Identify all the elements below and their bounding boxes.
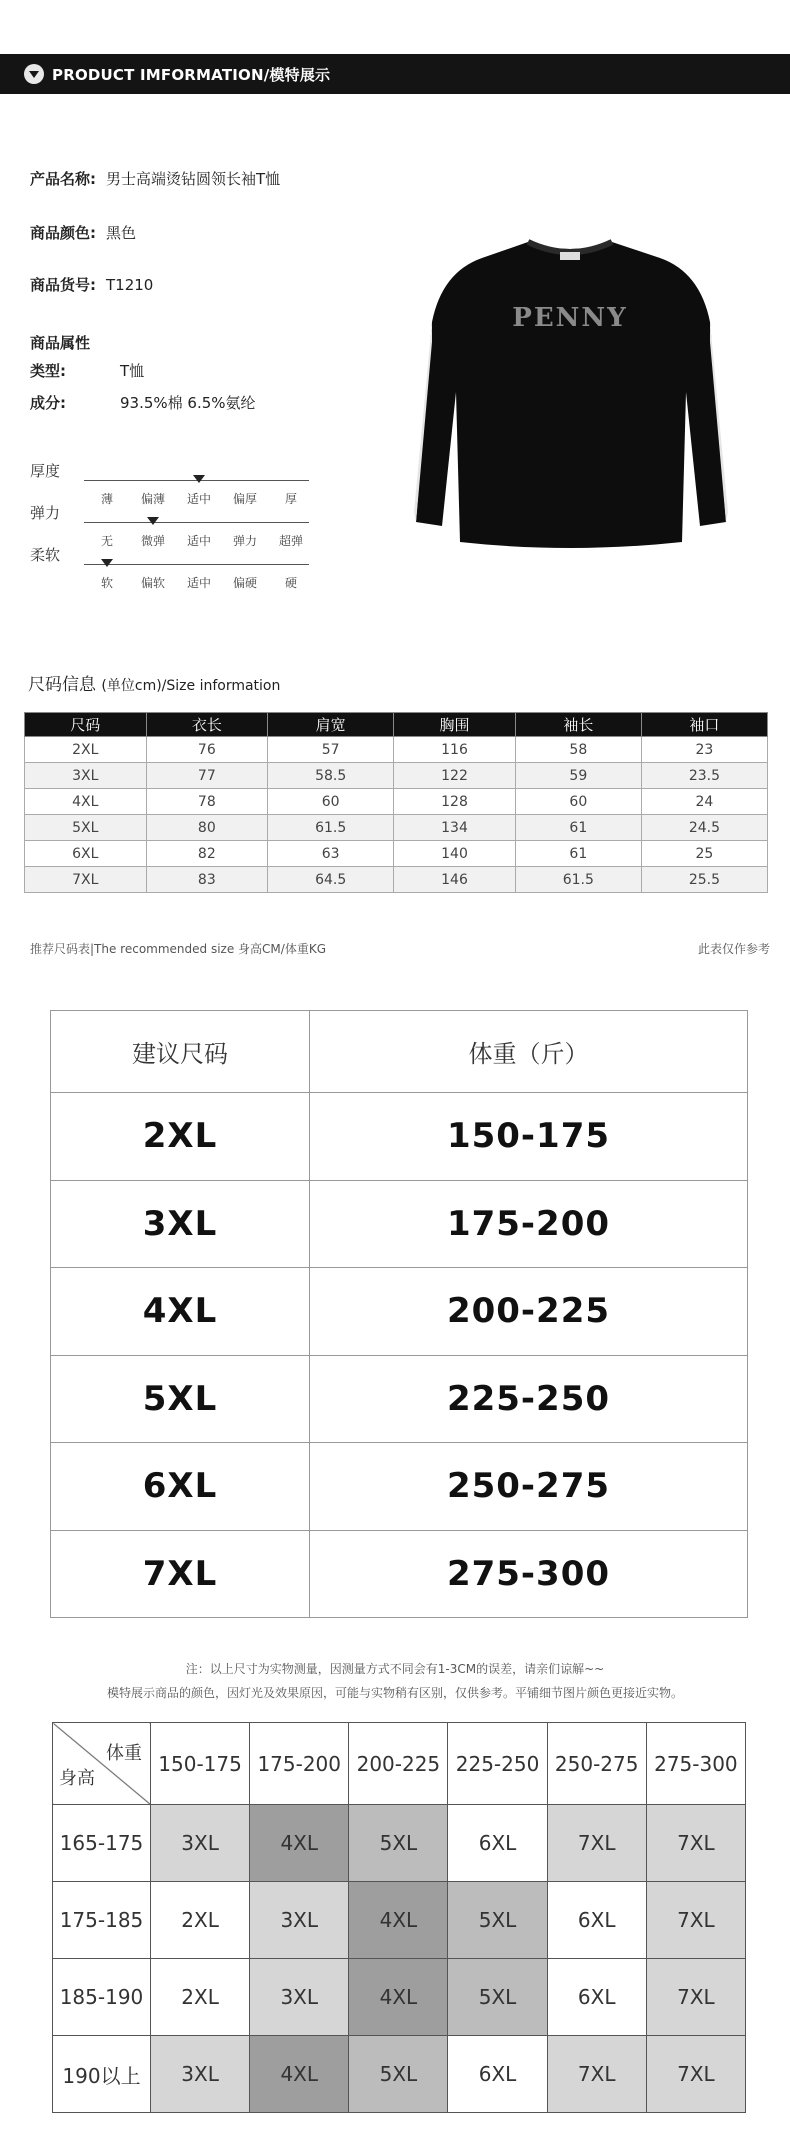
table-cell: 24.5 xyxy=(641,815,767,841)
table-row xyxy=(51,1093,748,1181)
matrix-height-header: 175-185 xyxy=(53,1882,151,1959)
table-cell: 76 xyxy=(146,737,268,763)
table-cell: 58 xyxy=(515,737,641,763)
table-cell: 5XL xyxy=(25,815,147,841)
recommend-cell: 3XL xyxy=(51,1180,310,1268)
table-cell: 59 xyxy=(515,763,641,789)
table-row xyxy=(53,1959,746,2036)
recommend-cell: 5XL xyxy=(51,1355,310,1443)
matrix-size-cell: 5XL xyxy=(448,1882,547,1959)
size-col-header: 肩宽 xyxy=(268,713,394,737)
recommend-size-table xyxy=(50,1010,748,1618)
recommend-cell: 200-225 xyxy=(309,1268,747,1356)
matrix-size-cell: 2XL xyxy=(151,1959,250,2036)
table-row xyxy=(53,1882,746,1959)
recommend-col-header: 体重（斤） xyxy=(309,1011,747,1093)
size-col-header: 胸围 xyxy=(394,713,516,737)
table-cell: 23 xyxy=(641,737,767,763)
table-row xyxy=(51,1355,748,1443)
recommend-cell: 275-300 xyxy=(309,1530,747,1618)
scale-tick: 软 xyxy=(100,576,113,590)
matrix-weight-header: 175-200 xyxy=(250,1723,349,1805)
table-cell: 146 xyxy=(394,867,516,893)
product-comp-label: 成分: xyxy=(30,394,66,412)
table-cell: 116 xyxy=(394,737,516,763)
matrix-size-cell: 4XL xyxy=(250,2036,349,2113)
table-row xyxy=(25,789,768,815)
scale-ticks xyxy=(84,574,314,591)
matrix-size-cell: 3XL xyxy=(250,1882,349,1959)
table-row xyxy=(25,763,768,789)
product-type-row xyxy=(30,360,144,381)
table-cell: 60 xyxy=(515,789,641,815)
scale-tick: 偏软 xyxy=(140,576,165,590)
recommend-cell: 7XL xyxy=(51,1530,310,1618)
table-row xyxy=(51,1443,748,1531)
table-row xyxy=(51,1180,748,1268)
size-info-table xyxy=(24,712,768,893)
matrix-size-cell: 7XL xyxy=(646,1882,745,1959)
table-cell: 128 xyxy=(394,789,516,815)
scale-line xyxy=(84,564,309,565)
scale-label: 弹力 xyxy=(30,504,61,522)
table-cell: 24 xyxy=(641,789,767,815)
size-col-header: 袖口 xyxy=(641,713,767,737)
chevron-down-icon xyxy=(24,64,44,84)
table-row xyxy=(25,867,768,893)
table-cell: 3XL xyxy=(25,763,147,789)
product-sku-value: T1210 xyxy=(106,276,154,294)
scale-tick: 偏厚 xyxy=(232,492,257,506)
scale-tick: 弹力 xyxy=(232,534,257,548)
product-attr-title xyxy=(30,332,90,353)
scale-tick: 厚 xyxy=(284,492,297,506)
table-cell: 122 xyxy=(394,763,516,789)
matrix-size-cell: 7XL xyxy=(646,2036,745,2113)
table-cell: 7XL xyxy=(25,867,147,893)
recommend-col-header: 建议尺码 xyxy=(51,1011,310,1093)
table-row xyxy=(53,1805,746,1882)
table-cell: 61.5 xyxy=(515,867,641,893)
product-name-row xyxy=(30,168,280,189)
recommend-cell: 175-200 xyxy=(309,1180,747,1268)
scale-tick: 硬 xyxy=(284,576,297,590)
table-cell: 64.5 xyxy=(268,867,394,893)
matrix-corner-weight: 体重 xyxy=(106,1743,142,1764)
section-header xyxy=(0,54,790,94)
table-cell: 25.5 xyxy=(641,867,767,893)
scale-ticks xyxy=(84,490,314,507)
matrix-size-cell: 7XL xyxy=(646,1959,745,2036)
recommend-cell: 225-250 xyxy=(309,1355,747,1443)
matrix-size-cell: 3XL xyxy=(151,1805,250,1882)
table-cell: 4XL xyxy=(25,789,147,815)
scale-label: 厚度 xyxy=(30,462,61,480)
matrix-size-cell: 6XL xyxy=(448,2036,547,2113)
scale-line xyxy=(84,522,309,523)
size-col-header: 袖长 xyxy=(515,713,641,737)
scale-tick: 无 xyxy=(100,534,113,548)
table-cell: 6XL xyxy=(25,841,147,867)
scale-ticks xyxy=(84,532,314,549)
table-cell: 77 xyxy=(146,763,268,789)
table-cell: 23.5 xyxy=(641,763,767,789)
product-color-row xyxy=(30,222,136,243)
table-cell: 63 xyxy=(268,841,394,867)
matrix-size-cell: 2XL xyxy=(151,1882,250,1959)
scale-marker-icon xyxy=(101,559,113,567)
matrix-size-cell: 5XL xyxy=(349,1805,448,1882)
product-sku-label: 商品货号: xyxy=(30,276,96,294)
table-cell: 57 xyxy=(268,737,394,763)
matrix-height-header: 185-190 xyxy=(53,1959,151,2036)
product-type-value: T恤 xyxy=(120,362,145,380)
matrix-weight-header: 275-300 xyxy=(646,1723,745,1805)
scale-tick: 适中 xyxy=(186,534,211,548)
recommend-cell: 6XL xyxy=(51,1443,310,1531)
product-sku-row xyxy=(30,274,153,295)
table-row xyxy=(25,841,768,867)
table-row xyxy=(51,1530,748,1618)
scale-marker-icon xyxy=(147,517,159,525)
product-name-label: 产品名称: xyxy=(30,170,96,188)
scale-tick: 偏薄 xyxy=(140,492,165,506)
scale-tick: 微弹 xyxy=(140,534,165,548)
matrix-weight-header: 250-275 xyxy=(547,1723,646,1805)
matrix-weight-header: 150-175 xyxy=(151,1723,250,1805)
table-row xyxy=(25,737,768,763)
table-cell: 140 xyxy=(394,841,516,867)
matrix-weight-header: 200-225 xyxy=(349,1723,448,1805)
matrix-size-cell: 4XL xyxy=(349,1959,448,2036)
recommend-cell: 4XL xyxy=(51,1268,310,1356)
size-col-header: 尺码 xyxy=(25,713,147,737)
matrix-corner xyxy=(53,1723,151,1805)
scale-tick: 薄 xyxy=(100,492,113,506)
size-matrix-table xyxy=(52,1722,746,2113)
size-col-header: 衣长 xyxy=(146,713,268,737)
table-cell: 134 xyxy=(394,815,516,841)
table-cell: 2XL xyxy=(25,737,147,763)
size-info-title xyxy=(28,670,280,695)
table-row xyxy=(53,2036,746,2113)
product-comp-value: 93.5%棉 6.5%氨纶 xyxy=(120,394,256,412)
matrix-weight-header: 225-250 xyxy=(448,1723,547,1805)
matrix-size-cell: 4XL xyxy=(250,1805,349,1882)
matrix-size-cell: 6XL xyxy=(547,1882,646,1959)
table-cell: 80 xyxy=(146,815,268,841)
attr-title-text: 商品属性 xyxy=(30,334,91,352)
measure-note: 注：以上尺寸为实物测量，因测量方式不同会有1-3CM的误差，请亲们谅解~~ xyxy=(185,1662,605,1676)
section-title: PRODUCT IMFORMATION/模特展示 xyxy=(52,65,331,84)
recommend-note: 推荐尺码表|The recommended size 身高CM/体重KG xyxy=(30,942,326,956)
scale-tick: 适中 xyxy=(186,576,211,590)
matrix-size-cell: 4XL xyxy=(349,1882,448,1959)
matrix-size-cell: 3XL xyxy=(250,1959,349,2036)
table-cell: 83 xyxy=(146,867,268,893)
matrix-size-cell: 7XL xyxy=(547,1805,646,1882)
recommend-disclaimer: 此表仅作参考 xyxy=(697,942,770,956)
table-cell: 82 xyxy=(146,841,268,867)
matrix-corner-height: 身高 xyxy=(59,1768,95,1789)
tshirt-image xyxy=(410,222,730,562)
scale-tick: 适中 xyxy=(186,492,211,506)
matrix-height-header: 165-175 xyxy=(53,1805,151,1882)
table-row xyxy=(25,815,768,841)
table-cell: 60 xyxy=(268,789,394,815)
matrix-size-cell: 6XL xyxy=(547,1959,646,2036)
scale-tick: 偏硬 xyxy=(232,576,257,590)
table-cell: 61 xyxy=(515,815,641,841)
matrix-size-cell: 5XL xyxy=(448,1959,547,2036)
size-info-title-text: 尺码信息 xyxy=(28,675,96,695)
recommend-cell: 150-175 xyxy=(309,1093,747,1181)
scale-label: 柔软 xyxy=(30,546,61,564)
matrix-size-cell: 5XL xyxy=(349,2036,448,2113)
scale-marker-icon xyxy=(193,475,205,483)
product-type-label: 类型: xyxy=(30,362,66,380)
table-cell: 78 xyxy=(146,789,268,815)
matrix-size-cell: 3XL xyxy=(151,2036,250,2113)
scale-tick: 超弹 xyxy=(278,534,303,548)
table-cell: 58.5 xyxy=(268,763,394,789)
color-note: 模特展示商品的颜色，因灯光及效果原因，可能与实物稍有区别，仅供参考。平铺细节图片颜色更接近实物。 xyxy=(106,1686,683,1700)
size-info-unit: (单位cm)/Size information xyxy=(101,678,281,694)
product-name-value: 男士高端烫钻圆领长袖T恤 xyxy=(106,170,281,188)
matrix-size-cell: 6XL xyxy=(448,1805,547,1882)
table-cell: 61.5 xyxy=(268,815,394,841)
table-row xyxy=(51,1268,748,1356)
recommend-cell: 2XL xyxy=(51,1093,310,1181)
table-cell: 61 xyxy=(515,841,641,867)
matrix-height-header: 190以上 xyxy=(53,2036,151,2113)
product-color-label: 商品颜色: xyxy=(30,224,96,242)
matrix-size-cell: 7XL xyxy=(547,2036,646,2113)
product-color-value: 黑色 xyxy=(106,224,137,242)
table-cell: 25 xyxy=(641,841,767,867)
shirt-logo-text: PENNY xyxy=(512,303,628,333)
product-comp-row xyxy=(30,392,256,413)
matrix-size-cell: 7XL xyxy=(646,1805,745,1882)
recommend-cell: 250-275 xyxy=(309,1443,747,1531)
